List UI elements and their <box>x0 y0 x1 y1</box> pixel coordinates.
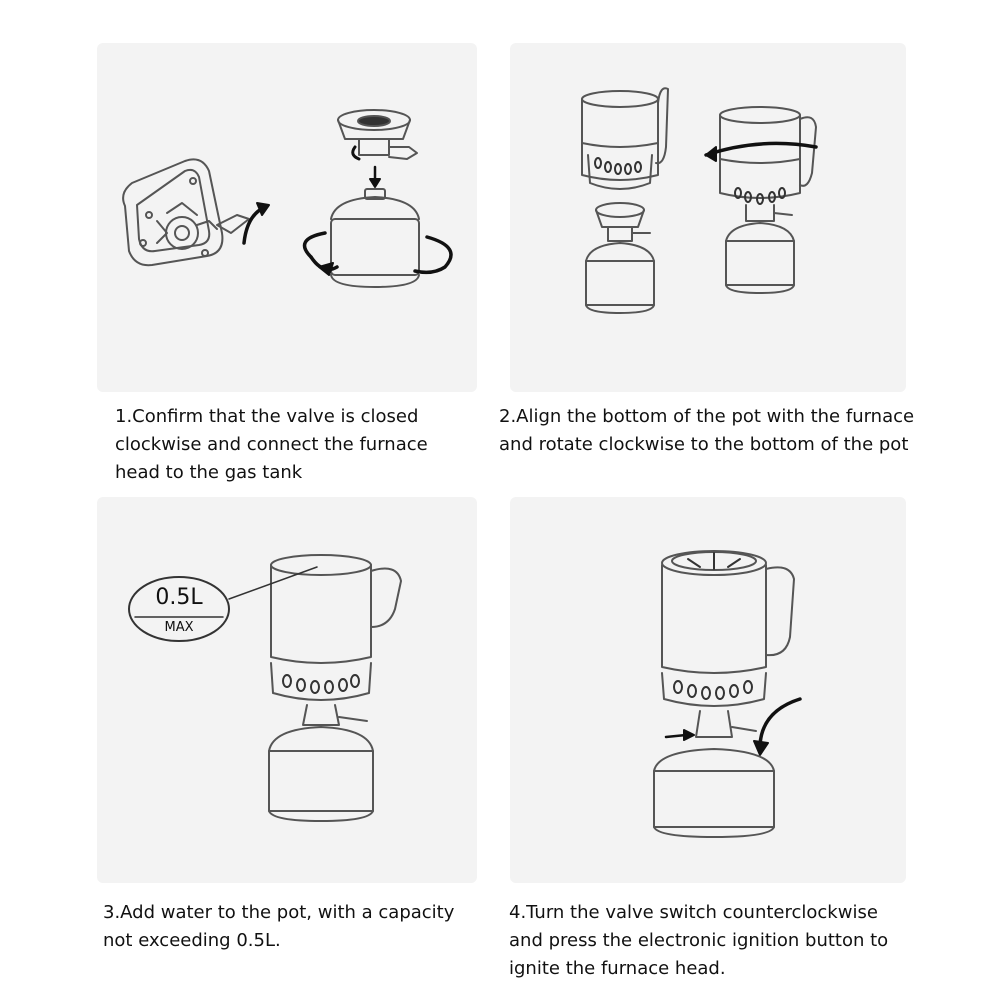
valve-and-gas-tank-icon <box>97 43 477 392</box>
capacity-value: 0.5L <box>155 585 203 610</box>
step-4-illustration-panel <box>510 497 906 883</box>
caption-line: and rotate clockwise to the bottom of the pot <box>499 434 909 455</box>
caption-line: not exceeding 0.5L. <box>103 930 281 951</box>
step-3-caption <box>103 899 454 955</box>
caption-line: ignite the furnace head. <box>509 958 726 979</box>
caption-line: clockwise and connect the furnace <box>115 434 428 455</box>
step-1-caption <box>115 403 428 487</box>
caption-line: 4.Turn the valve switch counterclockwise <box>509 902 878 923</box>
caption-line: 2.Align the bottom of the pot with the furnace <box>499 406 915 427</box>
caption-line: head to the gas tank <box>115 462 303 483</box>
pot-on-burner-icon <box>510 43 906 392</box>
capacity-label: MAX <box>164 620 194 635</box>
step-2-illustration-panel <box>510 43 906 392</box>
caption-line: 1.Confirm that the valve is closed <box>115 406 419 427</box>
pot-fill-line-icon <box>97 497 477 883</box>
step-2-caption <box>499 403 914 459</box>
caption-line: and press the electronic ignition button to <box>509 930 889 951</box>
step-1-illustration-panel <box>97 43 477 392</box>
caption-line: 3.Add water to the pot, with a capacity <box>103 902 455 923</box>
step-3-illustration-panel <box>97 497 477 883</box>
ignition-icon <box>510 497 906 883</box>
step-4-caption <box>509 899 888 983</box>
